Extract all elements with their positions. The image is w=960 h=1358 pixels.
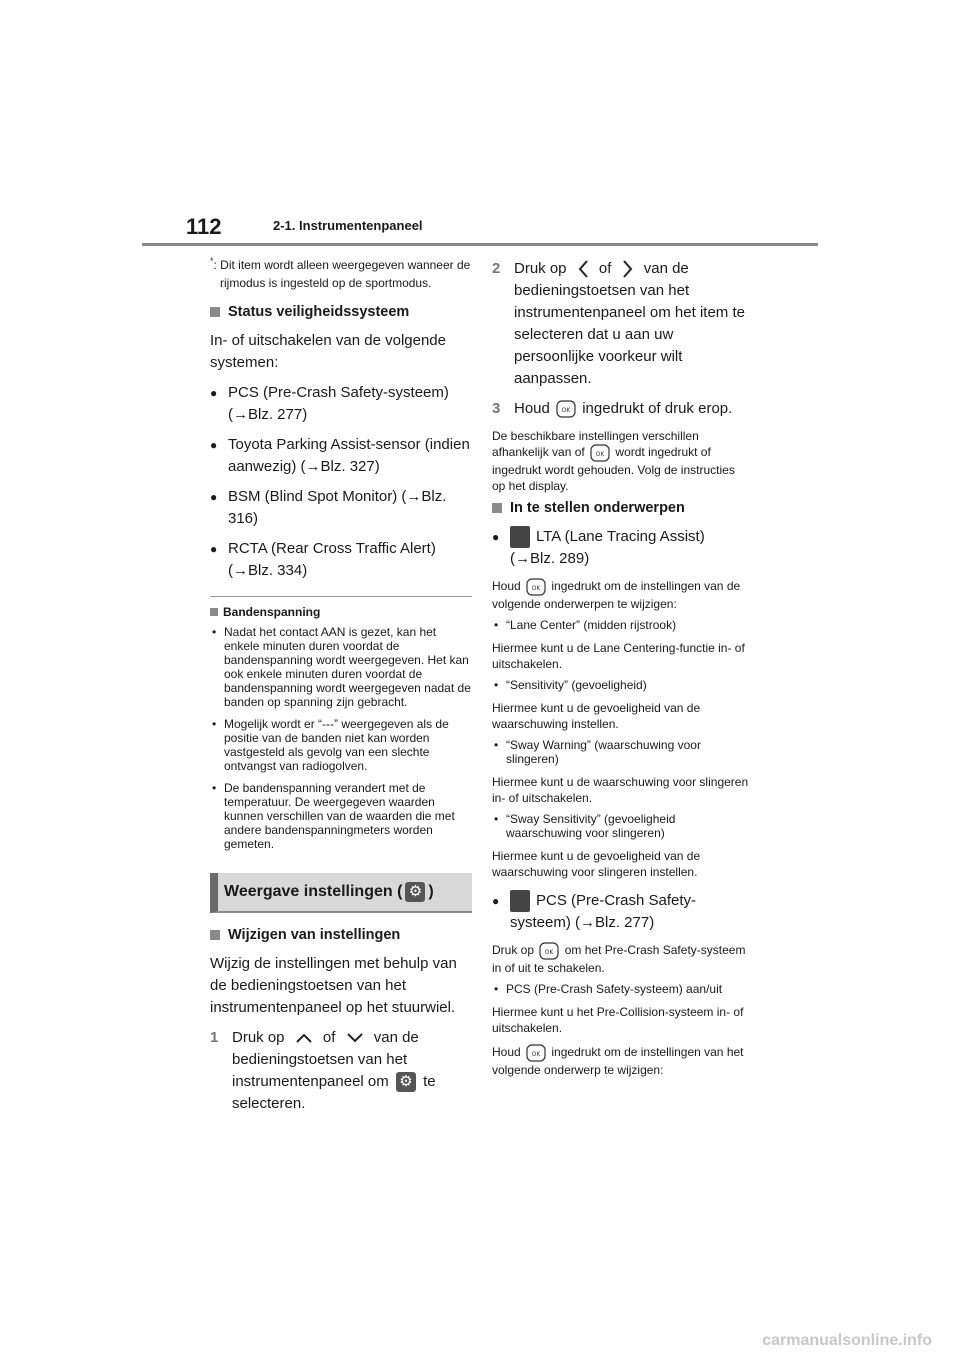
right-column bbox=[492, 258, 750, 1084]
gear-icon: ⚙ bbox=[405, 882, 425, 902]
tire-note: • De bandenspanning verandert met de temperatuur. De weergegeven waarden kunnen verschillen van de waarden die met andere bandenspanningmeters worden gemeten. bbox=[210, 781, 472, 851]
page-number: 112 bbox=[186, 214, 222, 239]
lta-option-desc: Hiermee kunt u de gevoeligheid van de waarschuwing voor slingeren instellen. bbox=[492, 849, 701, 880]
lta-icon bbox=[510, 526, 530, 548]
list-item: ● RCTA (Rear Cross Traffic Alert) (→Blz. 334) bbox=[210, 538, 472, 582]
divider bbox=[210, 596, 472, 597]
chevron-up-icon bbox=[295, 1032, 313, 1044]
change-intro: Wijzig de instellingen met behulp van de bedieningstoetsen van het instrumentenpaneel op het stuurwiel. bbox=[210, 955, 457, 1016]
chevron-right-icon bbox=[622, 259, 634, 279]
tire-heading: Bandenspanning bbox=[210, 605, 472, 619]
footnote: *: Dit item wordt alleen weergegeven wanneer de rijmodus is ingesteld op de sportmodus. bbox=[210, 256, 471, 290]
lta-option: • “Sensitivity” (gevoeligheid) bbox=[492, 678, 750, 692]
tire-note: • Mogelijk wordt er “---” weergegeven als de positie van de banden niet kan worden vastgesteld als gevolg van een slechte ontvangst van radiogolven. bbox=[210, 717, 472, 773]
pcs-hold-note: Houd OK ingedrukt om de instellingen van het volgende onderwerp te wijzigen: bbox=[492, 1045, 744, 1078]
change-heading: Wijzigen van instellingen bbox=[210, 927, 472, 943]
lta-option: • “Sway Sensitivity” (gevoeligheid waarschuwing voor slingeren) bbox=[492, 812, 750, 840]
step-2: 2 Druk op of van de bedieningstoetsen van het instrumentenpaneel om het item te selecteren dat u aan uw persoonlijke voorkeur wilt aanpassen. bbox=[492, 260, 745, 387]
tire-note: • Nadat het contact AAN is gezet, kan het enkele minuten duren voordat de bandenspanning wordt weergegeven. Het kan ook enkele minuten duren voordat de bandenspanning wordt weergegeven nadat de banden op spanning zijn gebracht. bbox=[210, 625, 472, 709]
step-1: 1 Druk op of van de bedieningstoetsen van het instrumentenpaneel om ⚙ te selecteren. bbox=[210, 1029, 436, 1112]
section-title: 2-1. Instrumentenpaneel bbox=[273, 218, 423, 233]
watermark: carmanualsonline.info bbox=[762, 1332, 932, 1349]
svg-text:OK: OK bbox=[531, 585, 541, 593]
pcs-option-desc: Hiermee kunt u het Pre-Collision-systeem in- of uitschakelen. bbox=[492, 1005, 744, 1036]
list-item: ● BSM (Blind Spot Monitor) (→Blz. 316) bbox=[210, 486, 472, 530]
chevron-down-icon bbox=[346, 1032, 364, 1044]
lta-item: ● LTA (Lane Tracing Assist) (→Blz. 289) bbox=[492, 526, 750, 570]
availability-note: De beschikbare instellingen verschillen afhankelijk van of OK wordt ingedrukt of ingedrukt wordt gehouden. Volg de instructies op het display. bbox=[492, 429, 735, 493]
svg-text:OK: OK bbox=[561, 407, 571, 415]
ok-button-icon bbox=[590, 444, 610, 462]
lta-option-desc: Hiermee kunt u de gevoeligheid van de waarschuwing instellen. bbox=[492, 701, 701, 732]
lta-option-desc: Hiermee kunt u de Lane Centering-functie in- of uitschakelen. bbox=[492, 641, 745, 672]
list-item: ● PCS (Pre-Crash Safety-systeem) (→Blz. 277) bbox=[210, 382, 472, 426]
ok-button-icon bbox=[526, 1044, 546, 1062]
lta-option-desc: Hiermee kunt u de waarschuwing voor slingeren in- of uitschakelen. bbox=[492, 775, 749, 806]
lta-option: • “Sway Warning” (waarschuwing voor slingeren) bbox=[492, 738, 750, 766]
pcs-item: ● PCS (Pre-Crash Safety-systeem) (→Blz. 277) bbox=[492, 890, 750, 934]
list-item: ● Toyota Parking Assist-sensor (indien aanwezig) (→Blz. 327) bbox=[210, 434, 472, 478]
lta-option: • “Lane Center” (midden rijstrook) bbox=[492, 618, 750, 632]
svg-text:OK: OK bbox=[545, 949, 554, 957]
step-3: 3 Houd OK ingedrukt of druk erop. bbox=[492, 400, 733, 417]
header-rule bbox=[142, 243, 818, 246]
pcs-press-note: Druk op OK om het Pre-Crash Safety-systeem in of uit te schakelen. bbox=[492, 943, 746, 976]
status-heading: Status veiligheidssysteem bbox=[210, 304, 472, 320]
lta-hold-note: Houd OK ingedrukt om de instellingen van de volgende onderwerpen te wijzigen: bbox=[492, 579, 741, 612]
chevron-left-icon bbox=[577, 259, 589, 279]
items-heading: In te stellen onderwerpen bbox=[492, 500, 750, 516]
gear-icon: ⚙ bbox=[396, 1072, 416, 1092]
ok-button-icon bbox=[526, 578, 546, 596]
ok-button-icon bbox=[539, 942, 559, 960]
pcs-option: • PCS (Pre-Crash Safety-systeem) aan/uit bbox=[492, 982, 750, 996]
svg-text:OK: OK bbox=[595, 451, 605, 458]
svg-text:OK: OK bbox=[531, 1051, 541, 1059]
ok-button-icon bbox=[556, 400, 576, 418]
pcs-icon bbox=[510, 890, 530, 912]
left-column bbox=[210, 252, 472, 1123]
settings-banner: Weergave instellingen ( ⚙ ) bbox=[210, 873, 472, 913]
status-intro: In- of uitschakelen van de volgende systemen: bbox=[210, 332, 446, 371]
